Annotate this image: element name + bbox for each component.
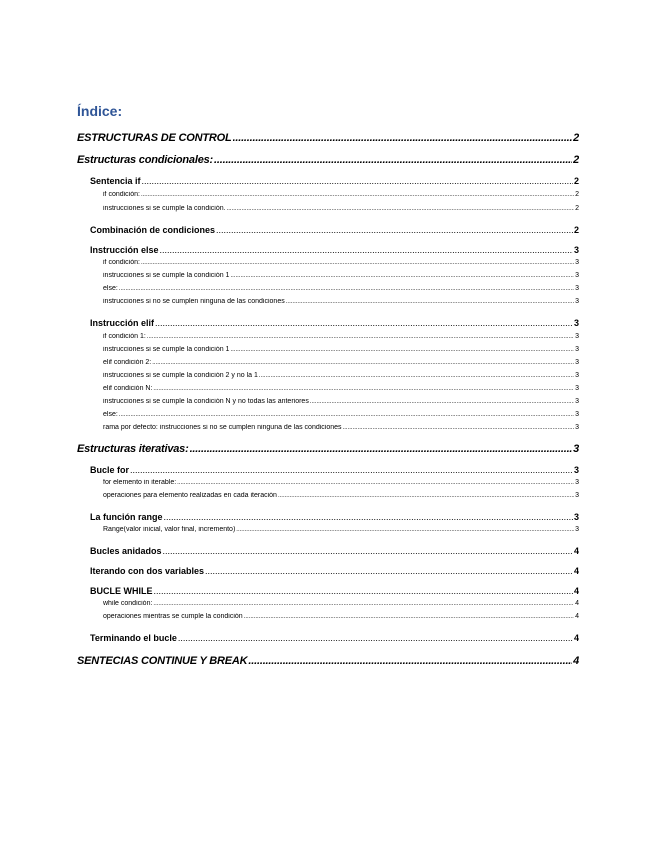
toc-entry[interactable] xyxy=(90,245,579,255)
toc-leader-dots xyxy=(153,386,574,392)
toc-leader-dots xyxy=(178,633,573,643)
toc-entry[interactable] xyxy=(90,546,579,556)
toc-entry[interactable] xyxy=(103,259,579,266)
toc-page-number: 2 xyxy=(575,205,579,212)
toc-page-number: 3 xyxy=(573,443,579,455)
toc-entry[interactable] xyxy=(103,385,579,392)
toc-leader-dots xyxy=(147,334,574,340)
toc-entry[interactable] xyxy=(103,372,579,379)
toc-page-number: 3 xyxy=(573,512,579,522)
toc-entry[interactable] xyxy=(103,411,579,418)
toc-entry-text: operaciones mientras se cumple la condición xyxy=(103,613,243,620)
toc-page-number: 3 xyxy=(575,272,579,279)
toc-entry[interactable] xyxy=(103,285,579,292)
toc-leader-dots xyxy=(164,512,573,522)
toc-entry-text: ESTRUCTURAS DE CONTROL xyxy=(77,132,232,144)
toc-leader-dots xyxy=(130,465,573,475)
toc-entry-text: BUCLE WHILE xyxy=(90,586,153,596)
toc-entry-text: instrucciones si se cumple la condición 1 xyxy=(103,346,230,353)
toc-entry[interactable] xyxy=(103,346,579,353)
toc-entry-text: Iterando con dos variables xyxy=(90,566,205,576)
toc-leader-dots xyxy=(141,192,574,198)
toc-entry[interactable] xyxy=(103,359,579,366)
toc-leader-dots xyxy=(230,273,574,279)
toc-page-number: 3 xyxy=(575,359,579,366)
toc-entry-text: Sentencia if xyxy=(90,176,141,186)
toc-leader-dots xyxy=(160,245,573,255)
toc-entry-text: Instrucción else xyxy=(90,245,159,255)
toc-entry[interactable] xyxy=(103,272,579,279)
toc-entry-text: for elemento in iterable: xyxy=(103,479,177,486)
toc-entry[interactable] xyxy=(103,191,579,198)
toc-entry-text: instrucciones si no se cumplen ninguna de las condiciones xyxy=(103,298,285,305)
toc-entry[interactable] xyxy=(77,132,579,144)
toc-leader-dots xyxy=(153,601,574,607)
toc-page-number: 3 xyxy=(575,346,579,353)
toc-entry[interactable] xyxy=(77,443,579,455)
toc-leader-dots xyxy=(230,347,574,353)
toc-entry-text: Bucle for xyxy=(90,465,130,475)
toc-page-number: 3 xyxy=(575,411,579,418)
toc-entry-text: Terminando el bucle xyxy=(90,633,177,643)
toc-page-number: 3 xyxy=(573,318,579,328)
toc-leader-dots xyxy=(163,546,573,556)
toc-leader-dots xyxy=(141,260,574,266)
toc-entry-text: instrucciones si se cumple la condición 1 xyxy=(103,272,230,279)
toc-entry-text: while condición: xyxy=(103,600,153,607)
toc-page-number: 3 xyxy=(575,385,579,392)
toc-page-number: 3 xyxy=(575,285,579,292)
toc-entry[interactable] xyxy=(103,526,579,533)
toc-entry-text: Combinación de condiciones xyxy=(90,225,216,235)
toc-entry-text: La función range xyxy=(90,512,163,522)
toc-leader-dots xyxy=(177,480,574,486)
toc-entry-text: elif condición N: xyxy=(103,385,153,392)
toc-page-number: 4 xyxy=(575,600,579,607)
toc-entry[interactable] xyxy=(103,424,579,431)
toc-page-number: 4 xyxy=(573,586,579,596)
toc-leader-dots xyxy=(233,132,573,144)
toc-leader-dots xyxy=(190,443,573,455)
toc-page-number: 2 xyxy=(573,132,579,144)
toc-leader-dots xyxy=(216,225,573,235)
toc-entry[interactable] xyxy=(103,205,579,212)
toc-entry[interactable] xyxy=(77,655,579,667)
toc-page-number: 4 xyxy=(575,613,579,620)
toc-leader-dots xyxy=(152,360,574,366)
toc-leader-dots xyxy=(236,527,574,533)
toc-leader-dots xyxy=(155,318,573,328)
toc-entry-text: elif condición 2: xyxy=(103,359,152,366)
toc-page-number: 3 xyxy=(575,333,579,340)
toc-page-number: 4 xyxy=(573,546,579,556)
toc-entry-text: if condición: xyxy=(103,259,140,266)
toc-leader-dots xyxy=(259,373,574,379)
toc-leader-dots xyxy=(343,425,575,431)
toc-entry-text: Range(valor inicial, valor final, incremento) xyxy=(103,526,236,533)
toc-entry[interactable] xyxy=(103,492,579,499)
toc-leader-dots xyxy=(214,154,572,166)
toc-entry[interactable] xyxy=(77,154,579,166)
toc-page-number: 4 xyxy=(573,566,579,576)
toc-leader-dots xyxy=(248,655,572,667)
toc-entry[interactable] xyxy=(90,586,579,596)
toc-leader-dots xyxy=(310,399,574,405)
toc-title: Índice: xyxy=(77,103,123,119)
toc-page-number: 3 xyxy=(575,259,579,266)
toc-entry[interactable] xyxy=(90,225,579,235)
toc-leader-dots xyxy=(227,206,575,212)
toc-entry[interactable] xyxy=(103,613,579,620)
toc-leader-dots xyxy=(278,493,574,499)
toc-entry[interactable] xyxy=(90,633,579,643)
toc-entry-text: instrucciones si se cumple la condición N y no todas las anteriores xyxy=(103,398,309,405)
toc-page-number: 3 xyxy=(573,245,579,255)
toc-entry-text: if condición: xyxy=(103,191,140,198)
toc-page-number: 4 xyxy=(573,633,579,643)
toc-entry[interactable] xyxy=(90,566,579,576)
toc-entry-text: instrucciones si se cumple la condición 2 y no la 1 xyxy=(103,372,258,379)
toc-entry-text: else: xyxy=(103,285,118,292)
toc-entry[interactable] xyxy=(103,333,579,340)
toc-entry-text: SENTECIAS CONTINUE Y BREAK xyxy=(77,655,248,667)
toc-page-number: 3 xyxy=(575,372,579,379)
toc-entry-text: Estructuras condicionales: xyxy=(77,154,214,166)
toc-page-number: 2 xyxy=(573,176,579,186)
toc-entry[interactable] xyxy=(90,176,579,186)
toc-entry-text: rama por defecto: instrucciones si no se cumplen ninguna de las condiciones xyxy=(103,424,342,431)
toc-entry[interactable] xyxy=(103,398,579,405)
toc-leader-dots xyxy=(119,412,574,418)
toc-entry[interactable] xyxy=(90,512,579,522)
toc-entry-text: Estructuras iterativas: xyxy=(77,443,189,455)
toc-page-number: 2 xyxy=(573,154,579,166)
toc-leader-dots xyxy=(205,566,573,576)
toc-leader-dots xyxy=(154,586,573,596)
toc-page-number: 3 xyxy=(575,479,579,486)
toc-page-number: 3 xyxy=(575,526,579,533)
toc-page-number: 3 xyxy=(575,398,579,405)
toc-entry[interactable] xyxy=(103,298,579,305)
toc-leader-dots xyxy=(244,614,574,620)
toc-entry[interactable] xyxy=(103,600,579,607)
toc-page-number: 3 xyxy=(575,424,579,431)
toc-entry-text: Bucles anidados xyxy=(90,546,162,556)
toc-page-number: 3 xyxy=(575,298,579,305)
toc-entry[interactable] xyxy=(90,318,579,328)
toc-page-number: 4 xyxy=(573,655,579,667)
toc-entry-text: instrucciones si se cumple la condición. xyxy=(103,205,226,212)
toc-entry[interactable] xyxy=(103,479,579,486)
toc-entry-text: Instrucción elif xyxy=(90,318,155,328)
toc-entry-text: else: xyxy=(103,411,118,418)
toc-leader-dots xyxy=(286,299,574,305)
toc-entry-text: if condición 1: xyxy=(103,333,146,340)
toc-page-number: 3 xyxy=(575,492,579,499)
toc-page-number: 2 xyxy=(573,225,579,235)
toc-entry[interactable] xyxy=(90,465,579,475)
toc-entry-text: operaciones para elemento realizadas en cada iteración xyxy=(103,492,277,499)
toc-leader-dots xyxy=(142,176,573,186)
toc-leader-dots xyxy=(119,286,574,292)
toc-page-number: 2 xyxy=(575,191,579,198)
toc-page-number: 3 xyxy=(573,465,579,475)
